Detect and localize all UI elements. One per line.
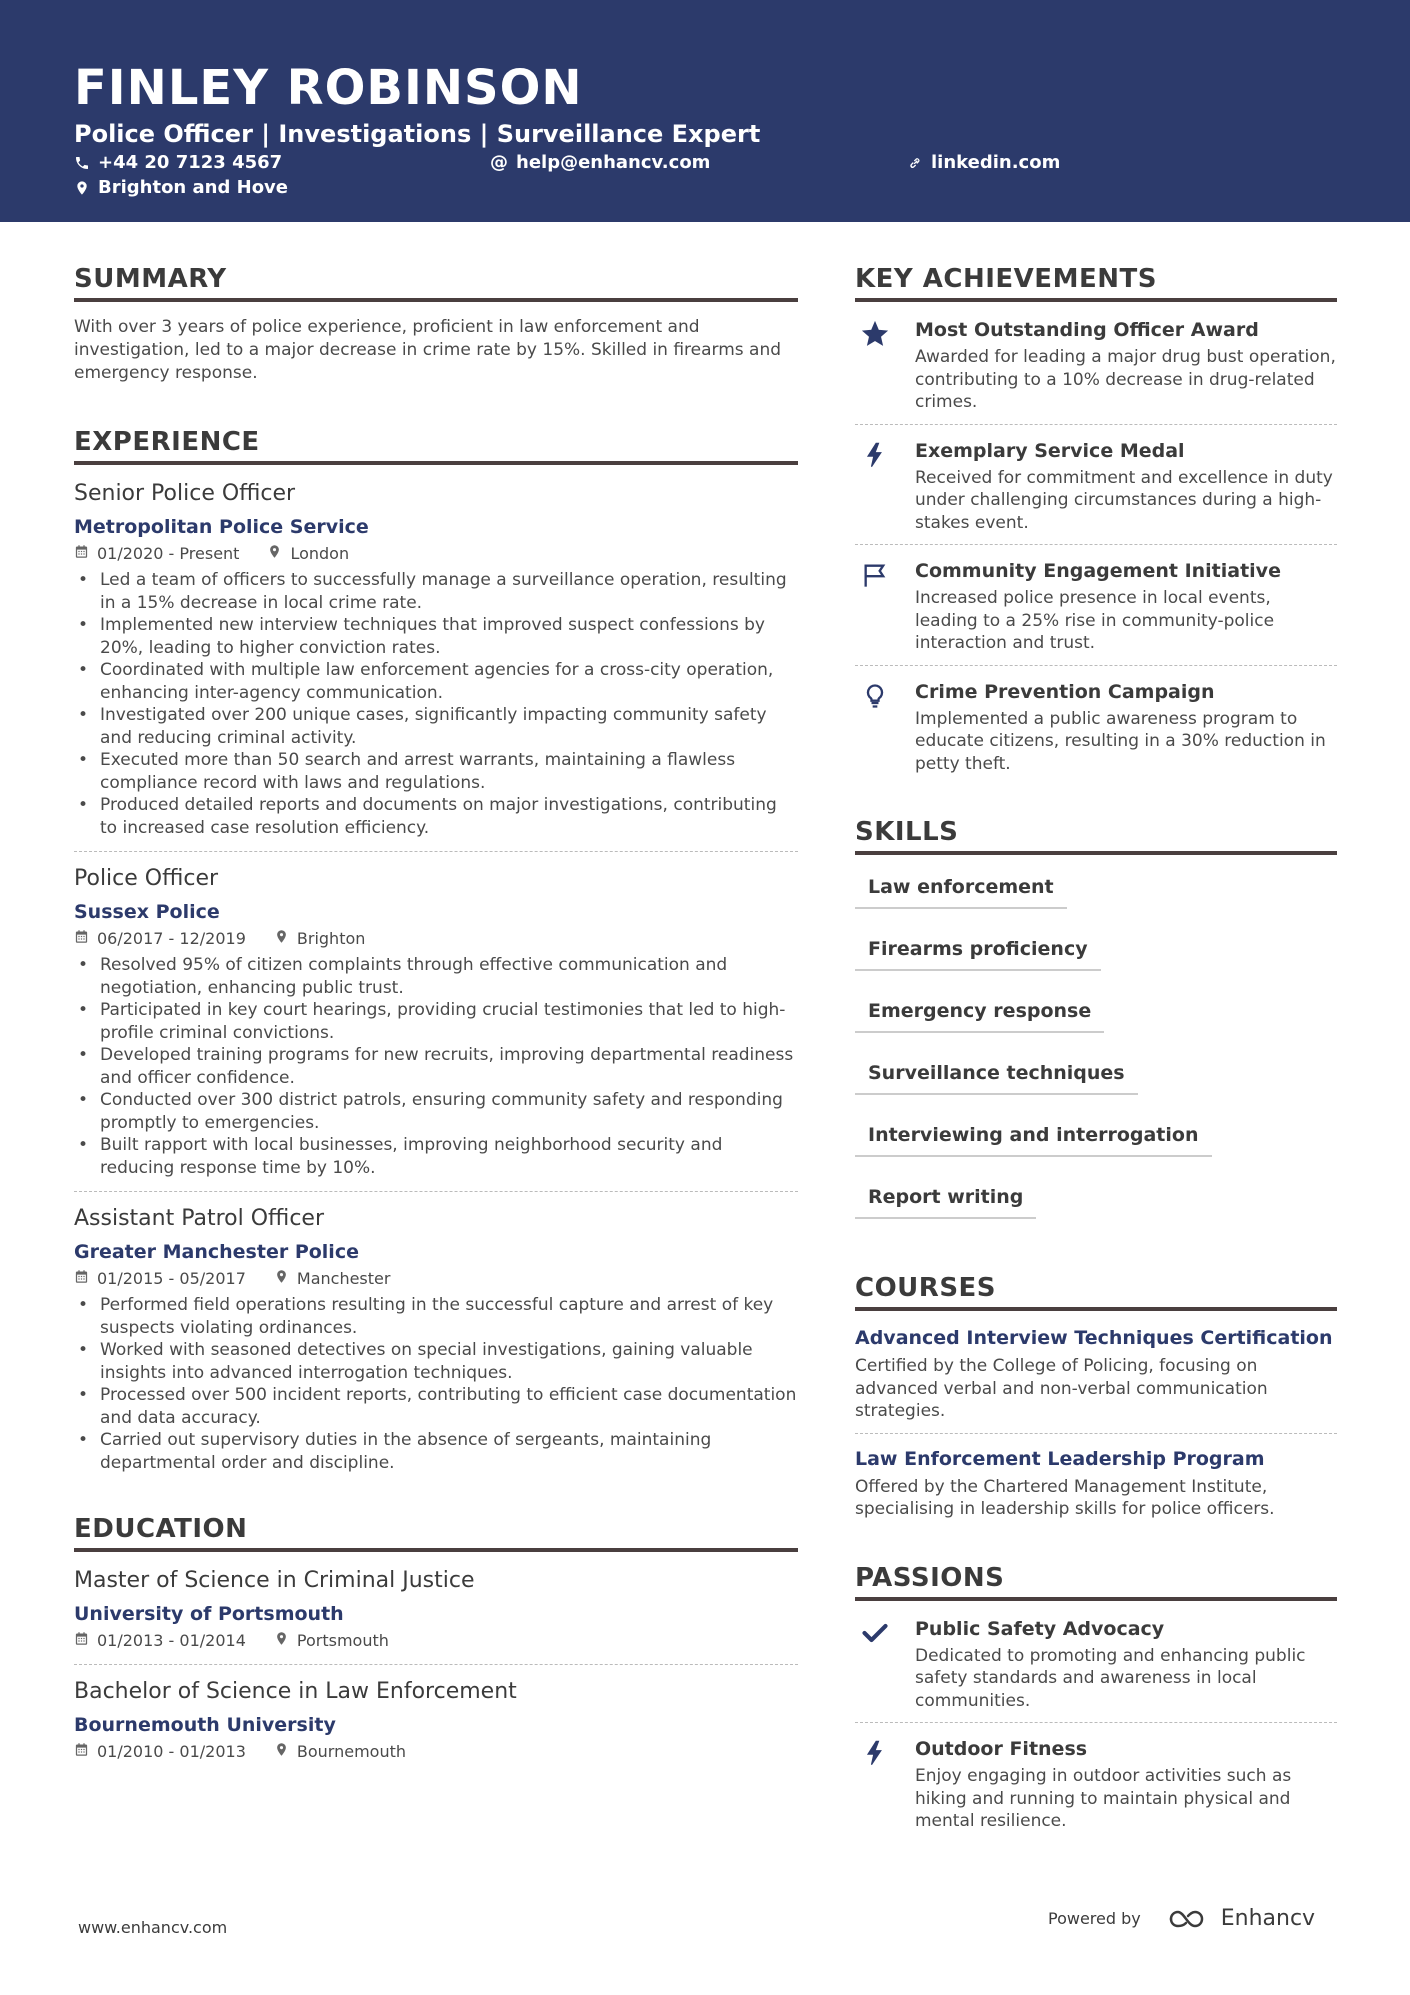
brand-text: Enhancv: [1220, 1906, 1316, 1931]
degree-title: Bachelor of Science in Law Enforcement: [74, 1679, 517, 1704]
left-column: [74, 262, 798, 1787]
location-text: Brighton: [296, 929, 366, 948]
flag-icon: [855, 557, 915, 655]
experience-entry: [74, 864, 798, 1192]
bullet-item: • Carried out supervisory duties in the absence of sergeants, maintaining departmental order and discipline.: [74, 1429, 798, 1474]
bullet-item: • Coordinated with multiple law enforcement agencies for a cross-city operation, enhancing inter-agency communication.: [74, 659, 798, 704]
achievement-item-title: Exemplary Service Medal: [915, 439, 1185, 462]
bullet-item: • Developed training programs for new recruits, improving departmental readiness and officer confidence.: [74, 1044, 798, 1089]
date-location-row: [74, 1268, 798, 1290]
achievements-list: [855, 316, 1337, 785]
company-name: Metropolitan Police Service: [74, 516, 369, 538]
phone-icon: [74, 155, 90, 171]
date-range: 06/2017 - 12/2019: [97, 929, 246, 948]
location-text: London: [290, 544, 350, 563]
job-title: Police Officer: [74, 866, 219, 891]
job-bullets: [74, 1294, 798, 1474]
course-title: Law Enforcement Leadership Program: [855, 1447, 1265, 1470]
skill-tag: Surveillance techniques: [855, 1055, 1138, 1095]
company-name: Greater Manchester Police: [74, 1241, 359, 1263]
location-pin-icon: [274, 1630, 297, 1652]
passion-item-description: Dedicated to promoting and enhancing public safety standards and awareness in local communities.: [915, 1645, 1306, 1711]
achievement-item-title: Community Engagement Initiative: [915, 560, 1281, 582]
date-location-row: [74, 1741, 798, 1763]
location-text: Manchester: [296, 1269, 391, 1288]
date-location-row: [74, 543, 798, 565]
date-range: 01/2020 - Present: [97, 544, 240, 563]
courses-list: [855, 1325, 1337, 1531]
skill-tag: Interviewing and interrogation: [855, 1117, 1212, 1157]
achievement-item-title: Most Outstanding Officer Award: [915, 319, 1259, 341]
passion-item-description: Enjoy engaging in outdoor activities such as hiking and running to maintain physical and mental resilience.: [915, 1766, 1292, 1831]
job-title: Assistant Patrol Officer: [74, 1206, 324, 1231]
experience-entry: [74, 479, 798, 852]
bullet-item: • Processed over 500 incident reports, contributing to efficient case documentation and data accuracy.: [74, 1384, 798, 1429]
location-pin-icon: [274, 928, 297, 950]
achievement-item-description: Received for commitment and excellence in duty under challenging circumstances during a high-stakes event.: [915, 467, 1333, 533]
check-icon: [855, 1615, 915, 1713]
location: [274, 928, 366, 950]
passions-heading: PASSIONS: [855, 1561, 1337, 1601]
location-pin-icon: [274, 1268, 297, 1290]
passion-item-body: [915, 1735, 1337, 1833]
bullet-item: • Conducted over 300 district patrols, ensuring community safety and responding promptly to emergencies.: [74, 1089, 798, 1134]
course-entry: [855, 1446, 1337, 1531]
education-entry: [74, 1677, 798, 1775]
skills-heading: SKILLS: [855, 815, 1337, 855]
contact-linkedin[interactable]: [907, 151, 1060, 175]
bullet-item: • Led a team of officers to successfully manage a surveillance operation, resulting in a 15% decrease in local crime rate.: [74, 569, 798, 614]
summary-text: With over 3 years of police experience, proficient in law enforcement and investigation, led to a major decrease in crime rate by 15%. Skilled in firearms and emergency response.: [74, 317, 782, 383]
lightbulb-icon: [855, 678, 915, 776]
calendar-icon: [74, 1630, 97, 1652]
date-location-row: [74, 928, 798, 950]
course-entry: [855, 1325, 1337, 1434]
at-icon: @: [490, 152, 508, 173]
course-title: Advanced Interview Techniques Certification: [855, 1327, 1333, 1349]
achievement-item: [855, 557, 1337, 666]
bullet-item: • Produced detailed reports and documents on major investigations, contributing to increased case resolution efficiency.: [74, 794, 798, 839]
passion-item: [855, 1615, 1337, 1724]
calendar-icon: [74, 1268, 97, 1290]
contact-email[interactable]: [490, 151, 710, 175]
location: [274, 1268, 391, 1290]
achievement-item: [855, 316, 1337, 425]
date-range: 01/2010 - 01/2013: [97, 1742, 246, 1761]
email-text[interactable]: help@enhancv.com: [516, 152, 711, 173]
location-pin-icon: [274, 1741, 297, 1763]
link-icon: [907, 155, 923, 171]
achievement-item-body: [915, 678, 1337, 776]
education-entry: [74, 1566, 798, 1665]
experience-heading: EXPERIENCE: [74, 425, 798, 465]
course-description: Certified by the College of Policing, focusing on advanced verbal and non-verbal communication strategies.: [855, 1356, 1268, 1421]
star-icon: [855, 316, 915, 414]
location-text: Brighton and Hove: [98, 177, 289, 198]
bolt-icon: [855, 437, 915, 535]
calendar-icon: [74, 928, 97, 950]
calendar-icon: [74, 543, 97, 565]
school-name: University of Portsmouth: [74, 1603, 344, 1625]
skill-tag: Report writing: [855, 1179, 1036, 1219]
achievement-item-body: [915, 316, 1337, 414]
passions-list: [855, 1615, 1337, 1843]
contact-phone: [74, 151, 282, 175]
achievement-item-description: Awarded for leading a major drug bust operation, contributing to a 10% decrease in drug-related crimes.: [915, 347, 1336, 412]
degree-title: Master of Science in Criminal Justice: [74, 1568, 475, 1593]
achievement-item-body: [915, 557, 1337, 655]
phone-text: +44 20 7123 4567: [98, 152, 283, 173]
achievements-heading: KEY ACHIEVEMENTS: [855, 262, 1337, 302]
contact-location: [74, 176, 288, 200]
date-range: 01/2013 - 01/2014: [97, 1631, 246, 1650]
bullet-item: • Built rapport with local businesses, improving neighborhood security and reducing response time by 10%.: [74, 1134, 798, 1179]
summary-heading: SUMMARY: [74, 262, 798, 302]
achievement-item: [855, 678, 1337, 786]
footer-powered-by: [1048, 1906, 1315, 1931]
job-bullets: [74, 954, 798, 1179]
location-pin-icon: [74, 180, 90, 196]
passion-item: [855, 1735, 1337, 1843]
bullet-item: • Investigated over 200 unique cases, significantly impacting community safety and reducing criminal activity.: [74, 704, 798, 749]
enhancv-logo-icon: [1167, 1907, 1213, 1931]
bullet-item: • Performed field operations resulting in the successful capture and arrest of key suspects violating ordinances.: [74, 1294, 798, 1339]
experience-list: [74, 479, 798, 1486]
achievement-item-title: Crime Prevention Campaign: [915, 680, 1215, 703]
job-bullets: [74, 569, 798, 839]
courses-heading: COURSES: [855, 1271, 1337, 1311]
candidate-name: FINLEY ROBINSON: [74, 60, 583, 116]
calendar-icon: [74, 1741, 97, 1763]
school-name: Bournemouth University: [74, 1714, 336, 1736]
achievement-item: [855, 437, 1337, 546]
location: [267, 543, 349, 565]
bullet-item: • Participated in key court hearings, providing crucial testimonies that led to high-profile criminal convictions.: [74, 999, 798, 1044]
skills-list: [855, 869, 1337, 1241]
education-heading: EDUCATION: [74, 1512, 798, 1552]
education-list: [74, 1566, 798, 1775]
location: [274, 1630, 389, 1652]
job-title: Senior Police Officer: [74, 481, 296, 506]
powered-by-text: Powered by: [1048, 1909, 1141, 1928]
resume-header: [0, 0, 1410, 222]
company-name: Sussex Police: [74, 901, 220, 923]
bolt-icon: [855, 1735, 915, 1833]
skill-tag: Law enforcement: [855, 869, 1067, 909]
course-description: Offered by the Chartered Management Institute, specialising in leadership skills for police officers.: [855, 1476, 1275, 1519]
experience-entry: [74, 1204, 798, 1486]
footer-website[interactable]: www.enhancv.com: [78, 1918, 228, 1937]
date-location-row: [74, 1630, 798, 1652]
achievement-item-description: Increased police presence in local events, leading to a 25% rise in community-police interaction and trust.: [915, 588, 1275, 653]
passion-item-body: [915, 1615, 1337, 1713]
bullet-item: • Worked with seasoned detectives on special investigations, gaining valuable insights into advanced interrogation techniques.: [74, 1339, 798, 1384]
achievement-item-body: [915, 437, 1337, 535]
candidate-tagline: Police Officer | Investigations | Surveillance Expert: [74, 120, 761, 148]
location-text: Bournemouth: [296, 1742, 407, 1761]
passion-item-title: Public Safety Advocacy: [915, 1617, 1165, 1640]
achievement-item-description: Implemented a public awareness program to educate citizens, resulting in a 30% reduction in petty theft.: [915, 708, 1326, 774]
location-text: Portsmouth: [296, 1631, 389, 1650]
date-range: 01/2015 - 05/2017: [97, 1269, 246, 1288]
skill-tag: Firearms proficiency: [855, 931, 1101, 971]
bullet-item: • Executed more than 50 search and arrest warrants, maintaining a flawless compliance record with laws and regulations.: [74, 749, 798, 794]
bullet-item: • Implemented new interview techniques that improved suspect confessions by 20%, leading to higher conviction rates.: [74, 614, 798, 659]
linkedin-text[interactable]: linkedin.com: [931, 152, 1061, 173]
enhancv-logo[interactable]: [1167, 1906, 1315, 1931]
skill-tag: Emergency response: [855, 993, 1104, 1033]
right-column: [855, 262, 1337, 1873]
location: [274, 1741, 406, 1763]
location-pin-icon: [267, 543, 290, 565]
passion-item-title: Outdoor Fitness: [915, 1738, 1088, 1760]
bullet-item: • Resolved 95% of citizen complaints through effective communication and negotiation, enhancing public trust.: [74, 954, 798, 999]
